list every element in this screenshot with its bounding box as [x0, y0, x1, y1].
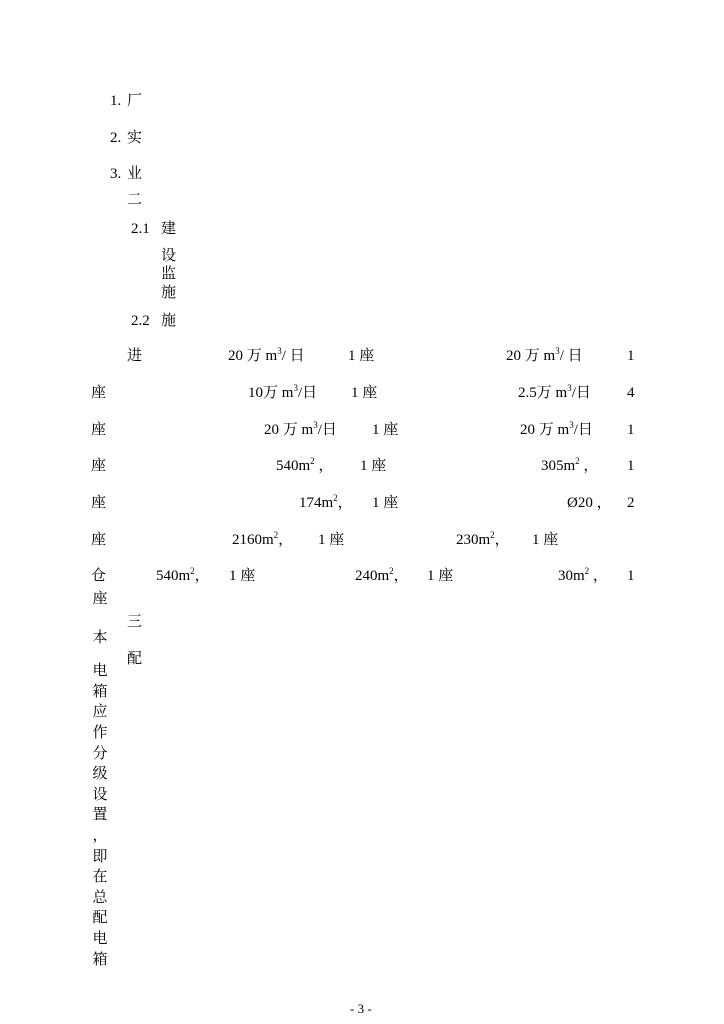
column-char: 级: [92, 766, 108, 783]
facility-row-4-area-b: $305m^2$ ，: [541, 456, 599, 474]
facility-row-7-area-c: $30m^2$ ，: [558, 566, 608, 584]
facility-row-2-capacity-a: 10万 $m^3/$日: [248, 383, 318, 401]
section-3-heading: 三: [127, 614, 143, 630]
facility-row-5-area-a: $174m^2$，: [299, 493, 353, 511]
vertical-text-column: [90, 589, 110, 970]
column-char: 箱: [92, 683, 108, 700]
facility-row-4-end: 1: [627, 458, 635, 474]
column-char: 座: [92, 591, 108, 607]
facility-row-4-lead: 座: [91, 458, 107, 474]
column-char: 配: [92, 910, 108, 927]
facility-row-6-count-a: 1 座: [318, 532, 345, 548]
facility-row-2-end: 4: [627, 385, 635, 401]
outline-item-3-number: 3.: [110, 166, 122, 182]
column-char: 应: [92, 704, 108, 721]
outline-item-3-text: 业: [127, 166, 143, 182]
facility-row-1-end: 1: [627, 348, 635, 364]
facility-row-5-count-a: 1 座: [372, 495, 399, 511]
subsection-2-1-line: 设: [161, 248, 177, 264]
facility-row-1-capacity-a: 20 万 $m^3/$ 日: [228, 346, 305, 364]
section-2-heading: 二: [127, 192, 143, 208]
column-char: 总: [92, 889, 108, 906]
column-char: 分: [92, 745, 108, 762]
facility-row-7-end: 1: [627, 568, 635, 584]
column-char: 电: [92, 663, 108, 680]
facility-row-3-capacity-a: 20 万 $m^3/$日: [264, 420, 337, 438]
facility-row-4-area-a: $540m^2$ ，: [276, 456, 334, 474]
outline-item-1-text: 厂: [127, 93, 143, 109]
column-char: 本: [92, 629, 108, 646]
facility-row-7-area-b: $240m^2$，: [355, 566, 409, 584]
column-char: 箱: [92, 951, 108, 968]
subsection-2-1-text: 建: [161, 221, 177, 237]
facility-row-7-count-b: 1 座: [427, 568, 454, 584]
facility-row-6-area-a: $2160m^2$，: [232, 530, 294, 548]
facility-row-1-lead: 进: [127, 348, 143, 364]
facility-row-7-area-a: $540m^2$，: [156, 566, 210, 584]
facility-row-6-count-b: 1 座: [532, 532, 559, 548]
subsection-2-1-line: 施: [161, 285, 177, 301]
facility-row-2-lead: 座: [91, 385, 107, 401]
facility-row-3-capacity-b: 20 万 $m^3/$日: [520, 420, 593, 438]
column-char: 设: [92, 786, 108, 803]
column-char: 在: [92, 869, 108, 886]
facility-row-3-count-a: 1 座: [372, 422, 399, 438]
facility-row-3-lead: 座: [91, 422, 107, 438]
page-number: - 3 -: [350, 1001, 372, 1016]
facility-row-5-diameter-b: Ø20 ，: [567, 495, 612, 511]
column-char: 作: [92, 724, 108, 741]
facility-row-7-lead: 仓: [91, 568, 107, 584]
facility-row-6-area-b: $230m^2$，: [456, 530, 510, 548]
facility-row-6-lead: 座: [91, 532, 107, 548]
column-char: 置: [92, 807, 108, 824]
subsection-2-1-line: 监: [161, 266, 177, 282]
subsection-2-1-number: 2.1: [131, 221, 150, 237]
outline-item-2-text: 实: [127, 130, 143, 146]
facility-row-1-capacity-b: 20 万 $m^3/$ 日: [506, 346, 583, 364]
column-char: 电: [92, 930, 108, 947]
facility-row-2-capacity-b: 2.5万 $m^3/$日: [518, 383, 591, 401]
section-3-subheading: 配: [127, 651, 143, 667]
facility-row-2-count-a: 1 座: [351, 385, 378, 401]
outline-item-1-number: 1.: [110, 93, 122, 109]
column-char: ，: [92, 827, 108, 844]
outline-item-2-number: 2.: [110, 130, 122, 146]
facility-row-5-end: 2: [627, 495, 635, 511]
facility-row-3-end: 1: [627, 422, 635, 438]
facility-row-4-count-a: 1 座: [360, 458, 387, 474]
column-char: 即: [92, 848, 108, 865]
subsection-2-2-text: 施: [161, 313, 177, 329]
facility-row-5-lead: 座: [91, 495, 107, 511]
subsection-2-2-number: 2.2: [131, 313, 150, 329]
facility-row-1-count-a: 1 座: [348, 348, 375, 364]
facility-row-7-count-a: 1 座: [229, 568, 256, 584]
